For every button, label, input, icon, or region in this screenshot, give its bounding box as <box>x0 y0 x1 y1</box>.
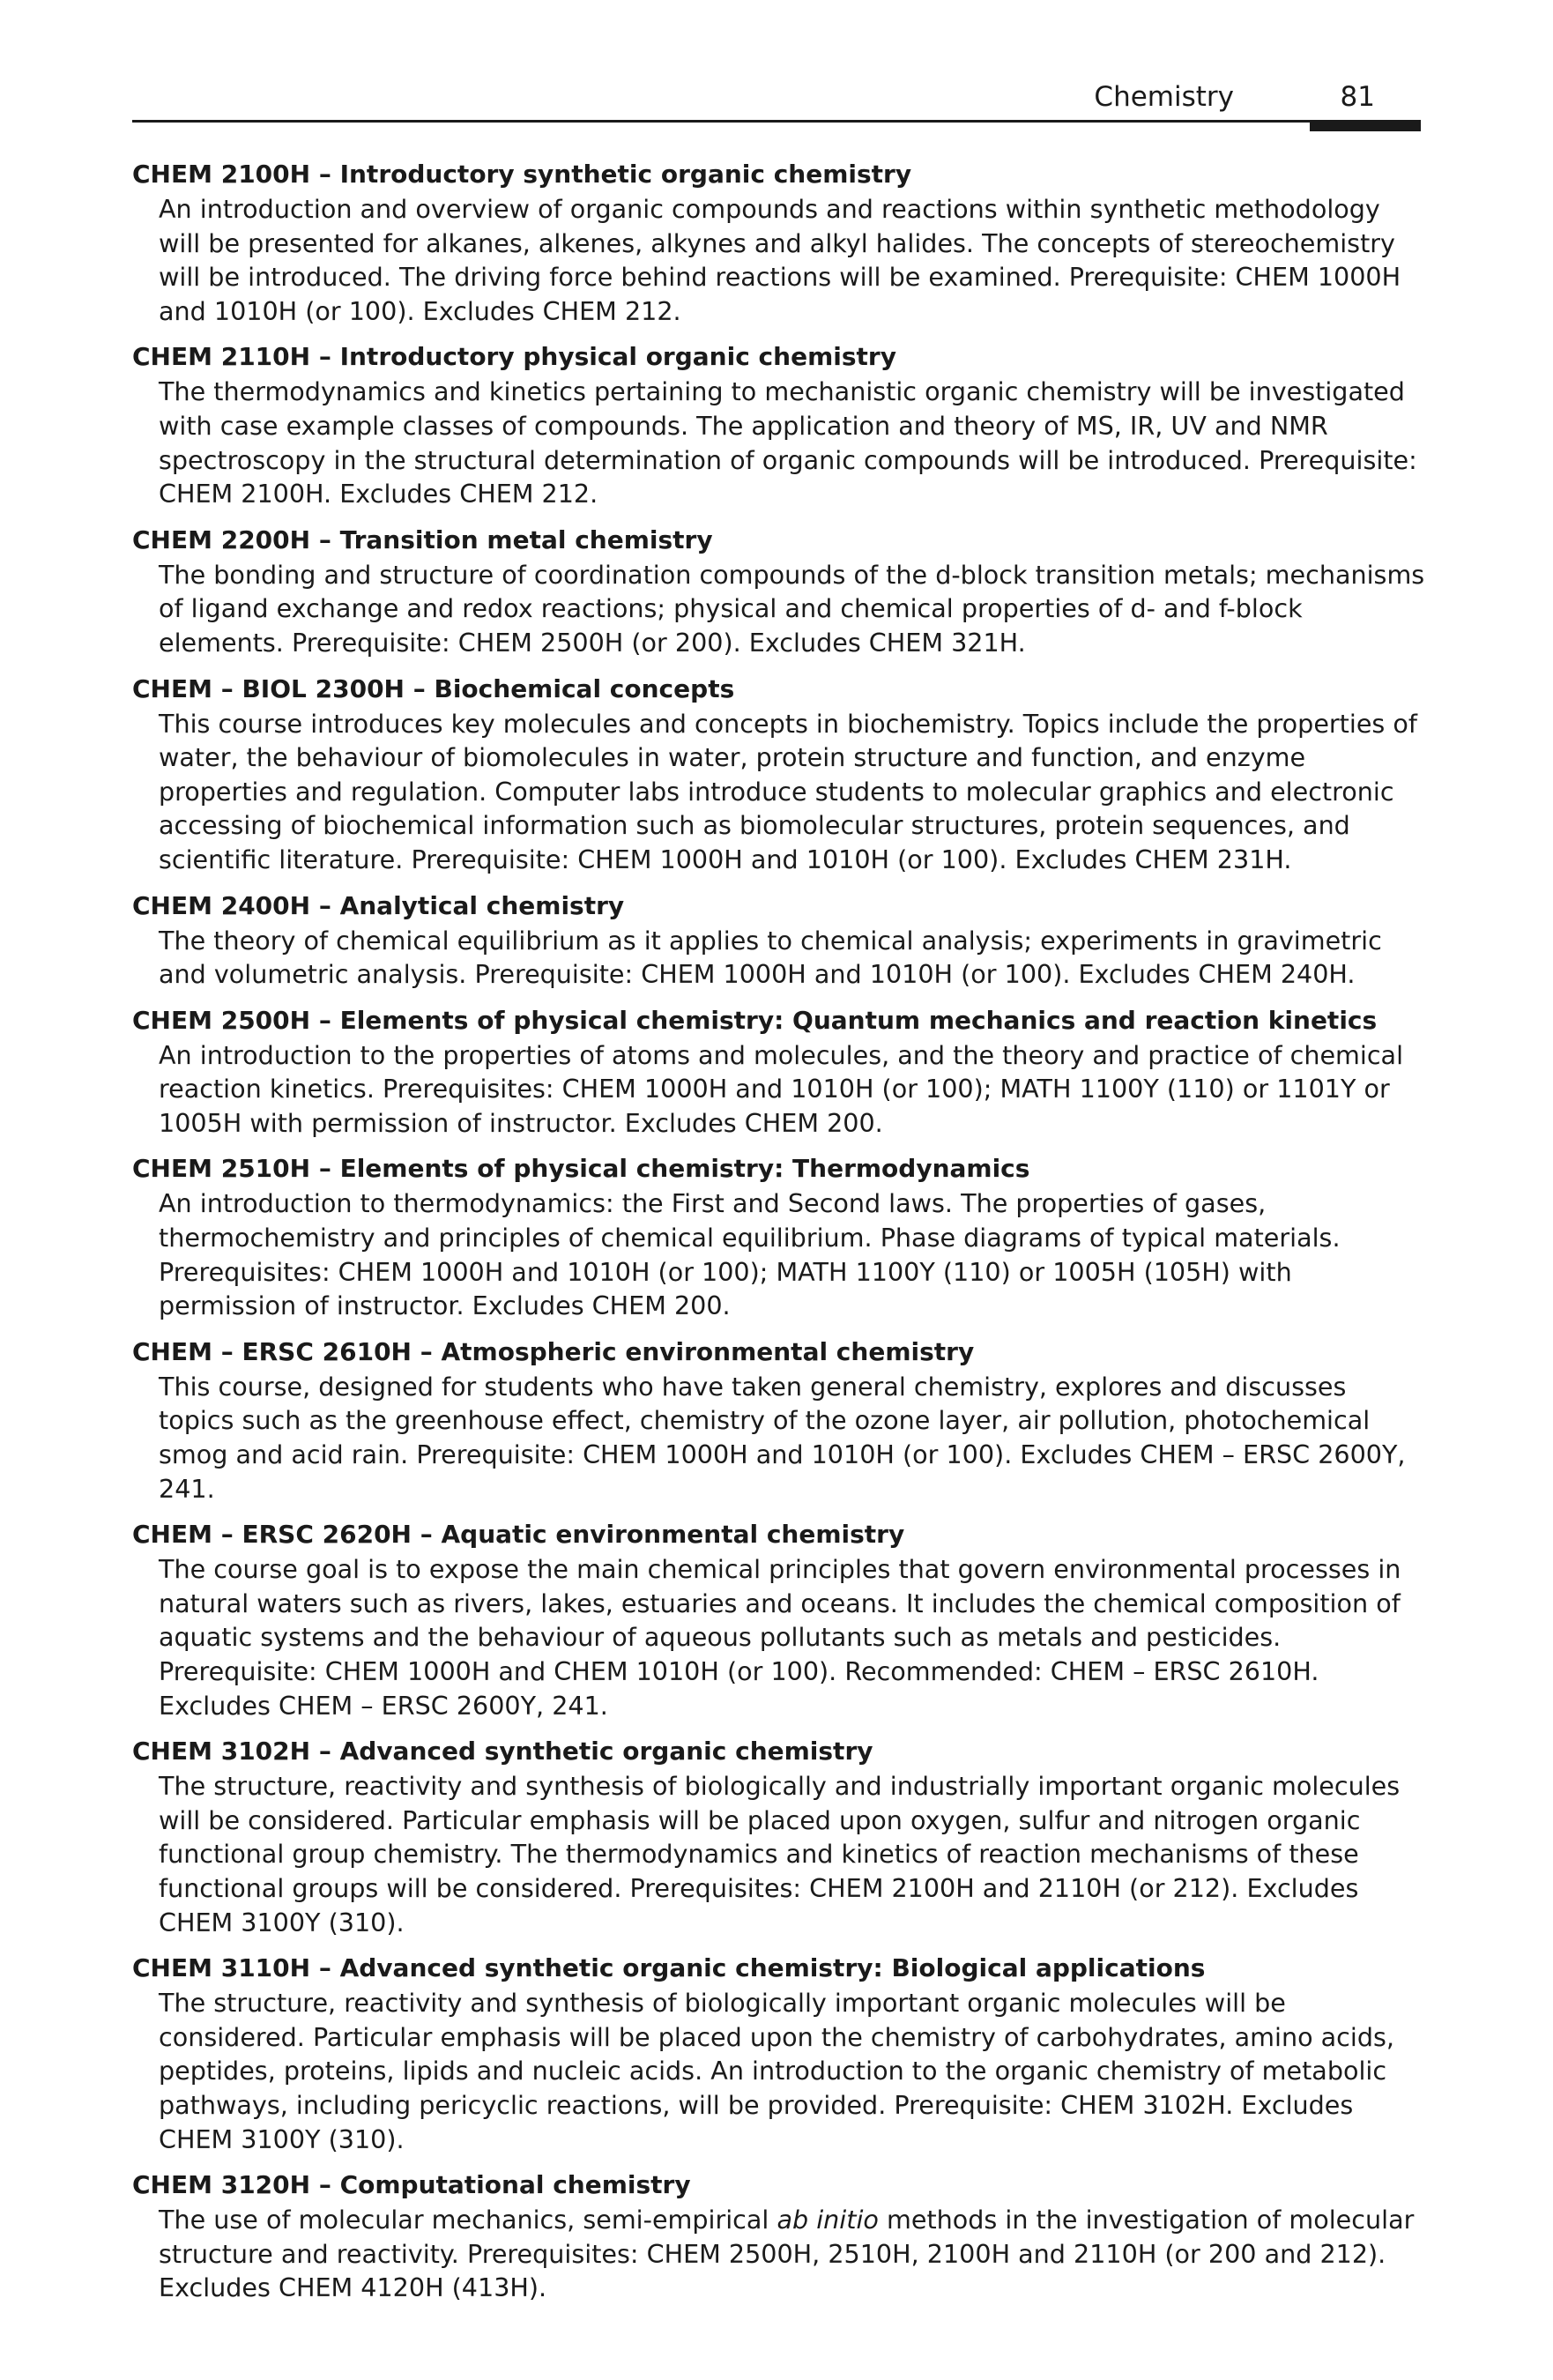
course-description: This course introduces key molecules and concepts in biochemistry. Topics include the properties of water, the behaviour of biomolecules in water, protein structure and function, and enzyme properties and regulation. Computer labs introduce students to molecular graphics and electronic accessing of biochemical information such as biomolecular structures, protein sequences, and scientific literature. Prerequisite: CHEM 1000H and 1010H (or 100). Excludes CHEM 231H. <box>159 708 1417 874</box>
description-emphasis: ab initio <box>776 2205 879 2235</box>
course-title: CHEM 2510H – Elements of physical chemistry: Thermodynamics <box>132 1154 1030 1184</box>
section-title: Chemistry <box>1094 81 1234 113</box>
page-number: 81 <box>1340 81 1375 113</box>
course-list <box>132 157 1426 2317</box>
course-description: The theory of chemical equilibrium as it applies to chemical analysis; experiments in gravimetric and volumetric analysis. Prerequisite: CHEM 1000H and 1010H (or 100). Excludes CHEM 240H. <box>159 925 1382 990</box>
course-entry <box>132 889 1426 992</box>
course-title: CHEM 2110H – Introductory physical organic chemistry <box>132 342 896 372</box>
course-entry <box>132 1951 1426 2156</box>
course-title: CHEM 3102H – Advanced synthetic organic chemistry <box>132 1737 873 1766</box>
course-description: An introduction to the properties of atoms and molecules, and the theory and practice of chemical reaction kinetics. Prerequisites: CHEM 1000H and 1010H (or 100); MATH 1100Y (110) or 1101Y or 1005H with permission of instructor. Excludes CHEM 200. <box>159 1039 1404 1138</box>
course-entry <box>132 1335 1426 1506</box>
course-title: CHEM – ERSC 2620H – Aquatic environmental chemistry <box>132 1520 905 1550</box>
course-description: The structure, reactivity and synthesis of biologically and industrially important organic molecules will be considered. Particular emphasis will be placed upon oxygen, sulfur and nitrogen organic functional group chemistry. The thermodynamics and kinetics of reaction mechanisms of these functional groups will be considered. Prerequisites: CHEM 2100H and 2110H (or 212). Excludes CHEM 3100Y (310). <box>159 1771 1401 1937</box>
course-description: This course, designed for students who have taken general chemistry, explores and discusses topics such as the greenhouse effect, chemistry of the ozone layer, air pollution, photochemical smog and acid rain. Prerequisite: CHEM 1000H and 1010H (or 100). Excludes CHEM – ERSC 2600Y, 241. <box>159 1371 1406 1504</box>
header-rule <box>132 120 1421 123</box>
course-title: CHEM 3110H – Advanced synthetic organic chemistry: Biological applications <box>132 1953 1206 1983</box>
course-description: The thermodynamics and kinetics pertaining to mechanistic organic chemistry will be investigated with case example classes of compounds. The application and theory of MS, IR, UV and NMR spectroscopy in the structural determination of organic compounds will be introduced. Prerequisite: CHEM 2100H. Excludes CHEM 212. <box>159 376 1417 509</box>
course-title: CHEM – BIOL 2300H – Biochemical concepts <box>132 673 735 703</box>
course-description: An introduction to thermodynamics: the First and Second laws. The properties of gases, thermochemistry and principles of chemical equilibrium. Phase diagrams of typical materials. Prerequisites: CHEM 1000H and 1010H (or 100); MATH 1100Y (110) or 1005H (105H) with permission of instructor. Excludes CHEM 200. <box>159 1188 1341 1321</box>
course-description: The bonding and structure of coordination compounds of the d-block transition metals; mechanisms of ligand exchange and redox reactions; physical and chemical properties of d- and f-block elements. Prerequisite: CHEM 2500H (or 200). Excludes CHEM 321H. <box>159 559 1425 658</box>
course-description <box>159 2203 1426 2305</box>
description-text: methods in the investigation of molecular structure and reactivity. Prerequisites: CHEM 2500H, 2510H, 2100H and 2110H (or 200 and 212). Excludes CHEM 4120H (413H). <box>159 2205 1415 2303</box>
course-title: CHEM 3120H – Computational chemistry <box>132 2170 691 2200</box>
course-title: CHEM 2500H – Elements of physical chemistry: Quantum mechanics and reaction kinetics <box>132 1005 1378 1035</box>
page-header <box>132 78 1421 118</box>
course-title: CHEM 2400H – Analytical chemistry <box>132 890 625 920</box>
header-tab-marker <box>1310 123 1421 131</box>
course-entry <box>132 1151 1426 1322</box>
course-title: CHEM 2100H – Introductory synthetic organic chemistry <box>132 160 912 189</box>
course-description: The course goal is to expose the main chemical principles that govern environmental processes in natural waters such as rivers, lakes, estuaries and oceans. It includes the chemical composition of aquatic systems and the behaviour of aqueous pollutants such as metals and pesticides. Prerequisite: CHEM 1000H and CHEM 1010H (or 100). Recommended: CHEM – ERSC 2610H. Excludes CHEM – ERSC 2600Y, 241. <box>159 1554 1401 1721</box>
course-entry <box>132 2168 1426 2305</box>
course-entry <box>132 523 1426 660</box>
course-entry <box>132 339 1426 510</box>
course-entry <box>132 1003 1426 1141</box>
course-entry <box>132 672 1426 877</box>
course-entry <box>132 1517 1426 1722</box>
course-description: The structure, reactivity and synthesis of biologically important organic molecules will be considered. Particular emphasis will be placed upon the chemistry of carbohydrates, amino acids, peptides, proteins, lipids and nucleic acids. An introduction to the organic chemistry of metabolic pathways, including pericyclic reactions, will be provided. Prerequisite: CHEM 3102H. Excludes CHEM 3100Y (310). <box>159 1988 1394 2154</box>
course-entry <box>132 1734 1426 1939</box>
course-title: CHEM 2200H – Transition metal chemistry <box>132 524 713 554</box>
course-title: CHEM – ERSC 2610H – Atmospheric environmental chemistry <box>132 1336 975 1366</box>
course-entry <box>132 157 1426 328</box>
description-text: The use of molecular mechanics, semi-empirical <box>159 2205 777 2235</box>
course-description: An introduction and overview of organic compounds and reactions within synthetic methodology will be presented for alkanes, alkenes, alkynes and alkyl halides. The concepts of stereochemistry will be introduced. The driving force behind reactions will be examined. Prerequisite: CHEM 1000H and 1010H (or 100). Excludes CHEM 212. <box>159 194 1401 326</box>
